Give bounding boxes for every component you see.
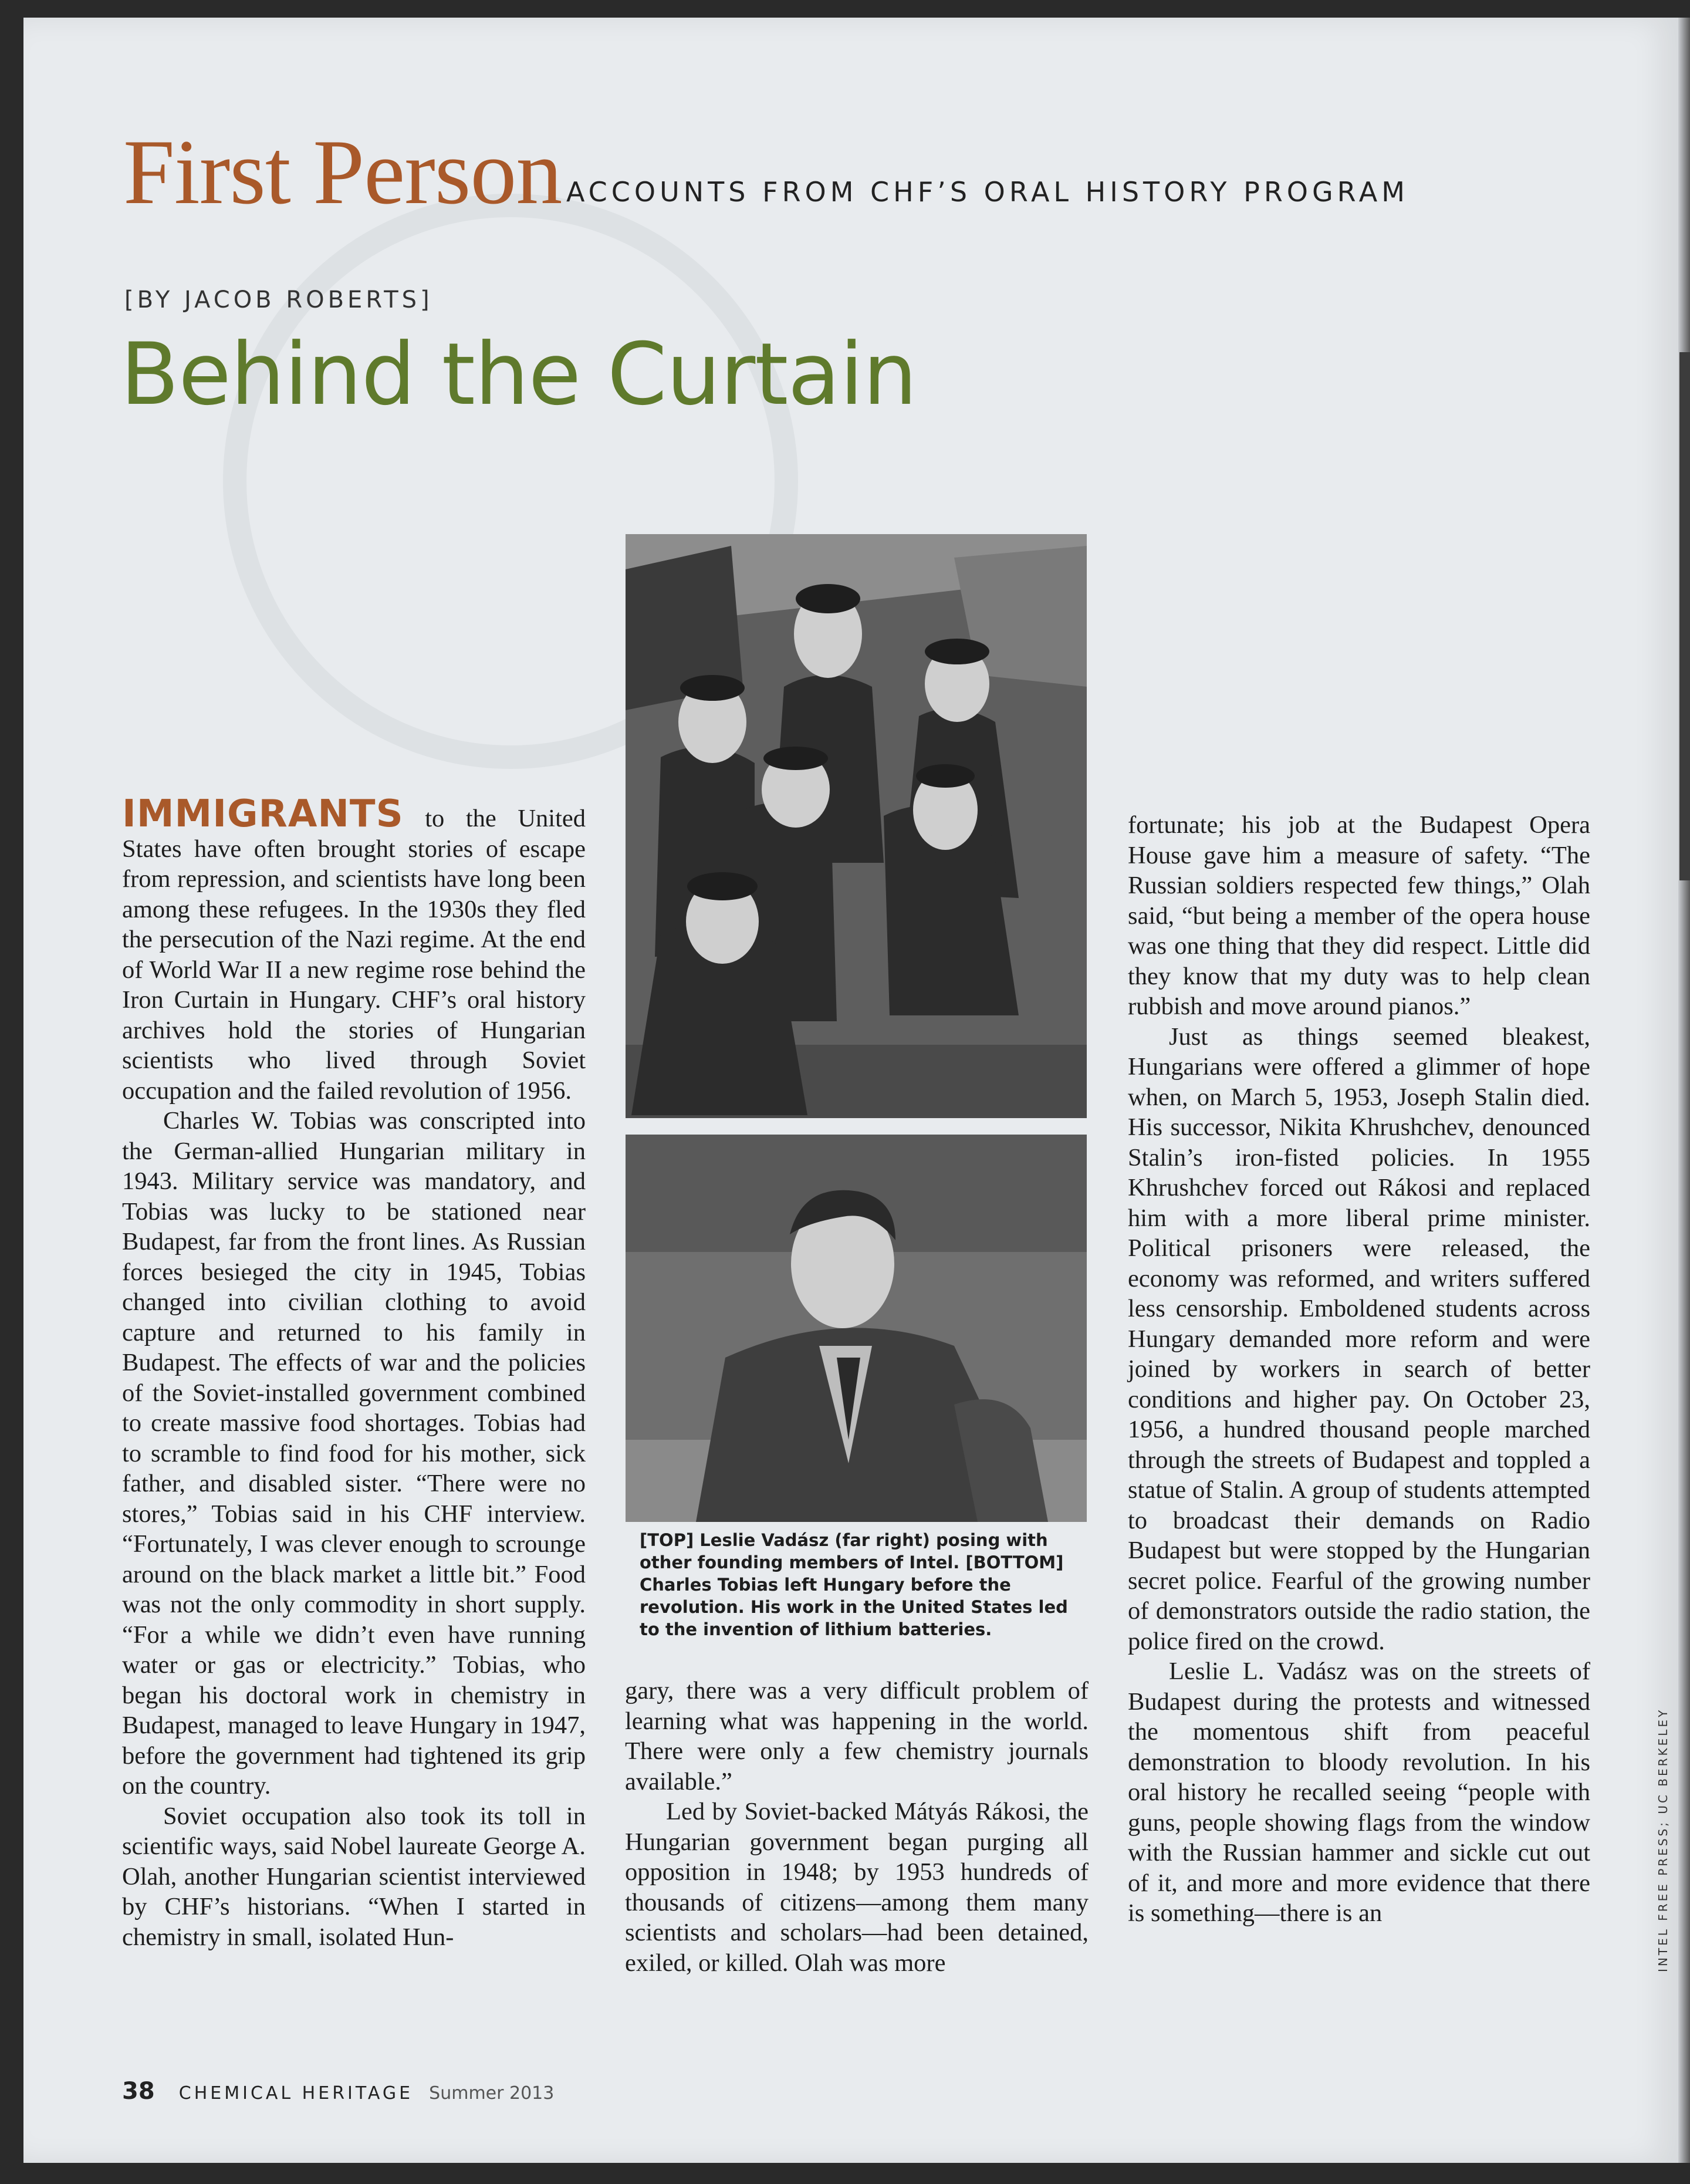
photo-intel-founders bbox=[626, 534, 1087, 1118]
page-number: 38 bbox=[122, 2078, 155, 2105]
issue-date: Summer 2013 bbox=[429, 2083, 555, 2104]
photo-credit: INTEL FREE PRESS; UC BERKELEY bbox=[1656, 1707, 1670, 1972]
article-column-1 bbox=[122, 792, 586, 1952]
lead-dropcap: IMMIGRANTS bbox=[122, 792, 404, 836]
paragraph-olah-continued: gary, there was a very difficult problem of learning what was happening in the world. There were only a few chemistry journals available.” bbox=[625, 1677, 1089, 1795]
byline: [BY JACOB ROBERTS] bbox=[124, 286, 433, 313]
paragraph-tobias: Charles W. Tobias was conscripted into the German-allied Hungarian military in 1943. Military service was mandatory, and Tobias was lucky to be stationed near Budapest, far from the front lines. As Russian forces besieged the city in 1945, Tobias changed into civilian clothing to avoid capture and returned to his family in Budapest. The effects of war and the policies of the Soviet-installed government combined to create massive food shortages. Tobias had to scramble to find food for his mother, sick father, and disabled sister. “There were no stores,” Tobias said in his CHF interview. “Fortunately, I was clever enough to scrounge around on the black market a little bit.” Food was not the only commodity in short supply. “For a while we didn’t even have running water or gas or electricity.” Tobias, who began his doctoral work in chemistry in Budapest, managed to leave Hungary in 1947, before the government had tightened its grip on the country. bbox=[122, 1107, 586, 1800]
page-edge-shadow bbox=[1679, 352, 1690, 880]
paragraph-rakosi: Led by Soviet-backed Mátyás Rákosi, the Hungarian government began purging all opposition in 1948; by 1953 hundreds of thousands of citizens—among them many scientists and scholars—had been detained, exiled, or killed. Olah was more bbox=[625, 1798, 1089, 1977]
article-column-2 bbox=[625, 1676, 1089, 1978]
paragraph-olah: Soviet occupation also took its toll in scientific ways, said Nobel laureate George A. Olah, another Hungarian scientist interviewed by CHF’s historians. “When I started in chemistry in small, isolated Hun- bbox=[122, 1802, 586, 1951]
photo-caption: [TOP] Leslie Vadász (far right) posing with other founding members of Intel. [BOTTOM] Charles Tobias left Hungary before the revolution. His work in the United States led to the invention of lithium batteries. bbox=[640, 1530, 1068, 1639]
page-footer bbox=[122, 2078, 554, 2105]
paragraph-vadasz: Leslie L. Vadász was on the streets of Budapest during the protests and witnessed the momentous shift from peaceful demonstration to bloody revolution. In his oral history he recalled seeing “people with guns, people showing flags from the window with the Russian hammer and sickle cut out of it, and more and more evidence that there is something—there is an bbox=[1128, 1658, 1590, 1927]
series-title: First Person bbox=[123, 121, 562, 224]
magazine-name: CHEMICAL HERITAGE bbox=[178, 2083, 414, 2104]
page-edge bbox=[1678, 18, 1690, 2163]
paragraph-opera-house: fortunate; his job at the Budapest Opera House gave him a measure of safety. “The Russian soldiers respected few things,” Olah said, “but being a member of the opera house was one thing that they did respect. Little did they know that my duty was to help clean rubbish and move around pianos.” bbox=[1128, 811, 1590, 1020]
series-subtitle: ACCOUNTS FROM CHF’S ORAL HISTORY PROGRAM bbox=[566, 176, 1409, 208]
headline: Behind the Curtain bbox=[120, 325, 917, 424]
lead-text: to the United States have often brought stories of escape from repression, and scientists have long been among these refugees. In the 1930s they fled the persecution of the Nazi regime. At the end of World War II a new regime rose behind the Iron Curtain in Hungary. CHF’s oral history archives hold the stories of Hungarian scientists who lived through Soviet occupation and the failed revolution of 1956. bbox=[122, 805, 586, 1105]
paragraph-revolution: Just as things seemed bleakest, Hungarians were offered a glimmer of hope when, on March 5, 1953, Joseph Stalin died. His successor, Nikita Khrushchev, denounced Stalin’s iron-fisted policies. In 1955 Khrushchev forced out Rákosi and replaced him with a more liberal prime minister. Political prisoners were released, the economy was reformed, and writers suffered less censorship. Emboldened students across Hungary demanded more reform and were joined by workers in search of better conditions and higher pay. On October 23, 1956, a hundred thousand people marched through the streets of Budapest and toppled a statue of Stalin. A group of students attempted to broadcast their demands on Radio Budapest but were stopped by the Hungarian secret police. Fearful of the growing number of demonstrators outside the radio station, the police fired on the crowd. bbox=[1128, 1022, 1590, 1655]
photo-charles-tobias bbox=[626, 1135, 1087, 1522]
article-column-3 bbox=[1128, 810, 1590, 1929]
lead-paragraph bbox=[122, 792, 586, 1106]
